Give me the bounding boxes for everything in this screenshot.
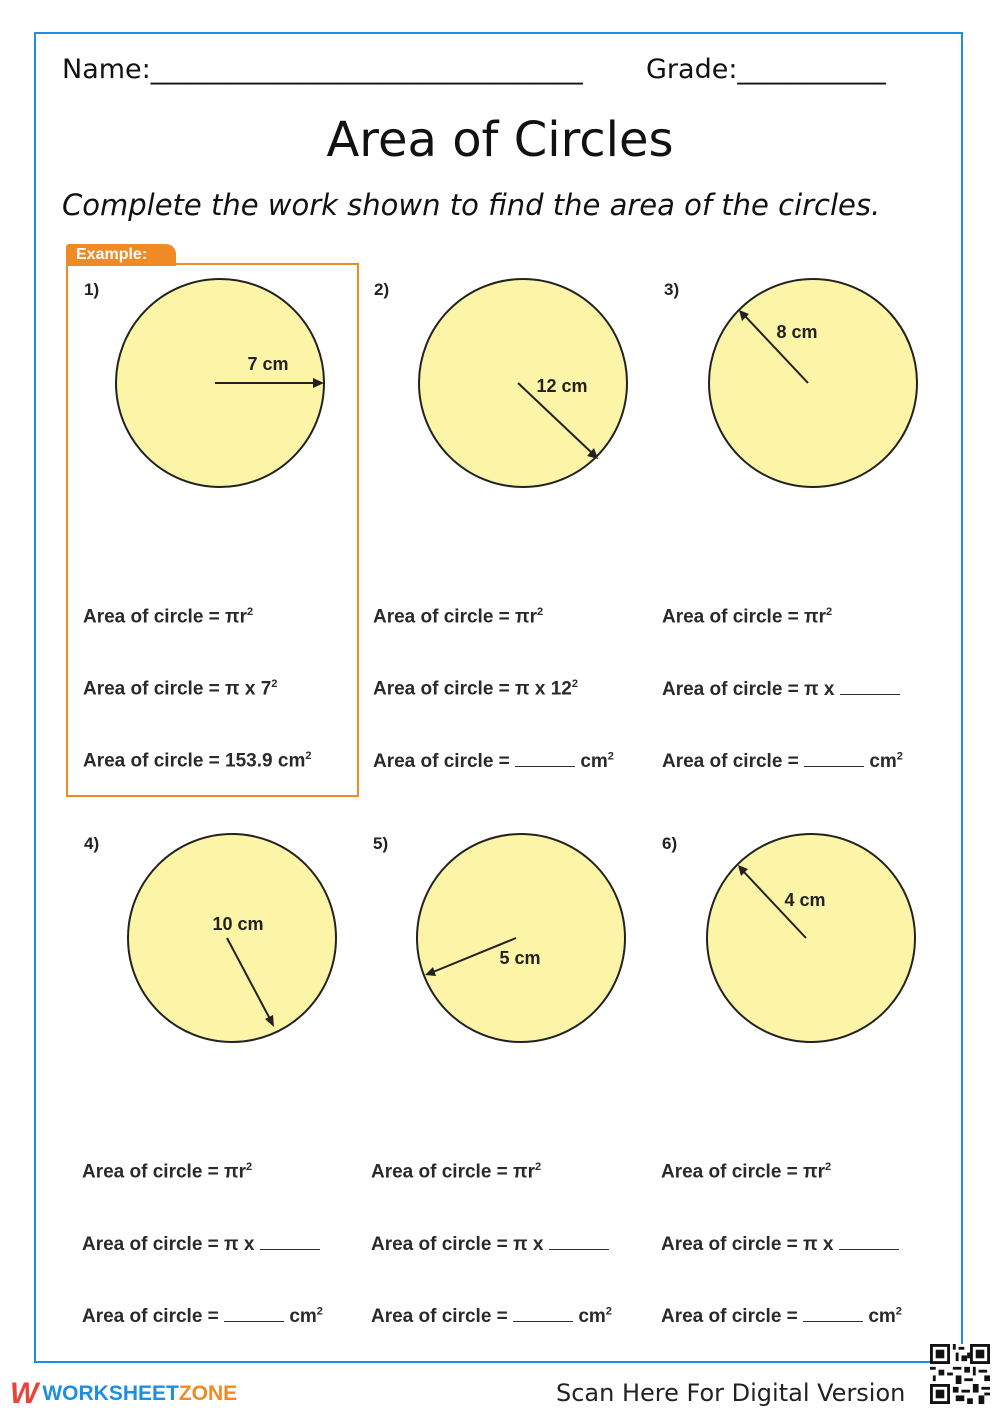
- substitution-line[interactable]: Area of circle = π x: [661, 1233, 899, 1256]
- radius-label: 10 cm: [212, 914, 264, 934]
- radius-blank[interactable]: [549, 1233, 609, 1250]
- name-blank: ________________________________: [150, 54, 583, 85]
- circle-diagram: [120, 834, 340, 1046]
- name-field[interactable]: [62, 54, 583, 85]
- grade-label: Grade:: [646, 54, 738, 85]
- circle-diagram: [411, 834, 631, 1046]
- answer-line[interactable]: Area of circle = $cm^2$: [662, 750, 903, 772]
- problem-number: 1): [84, 280, 100, 299]
- circle-diagram: [110, 278, 330, 490]
- example-tag: Example:: [66, 244, 176, 266]
- radius-blank[interactable]: [840, 678, 900, 695]
- circle-diagram: [700, 834, 920, 1046]
- substitution-line[interactable]: Area of circle = π x: [662, 678, 900, 701]
- radius-label: 12 cm: [536, 376, 588, 396]
- substitution-line: Area of circle = π x $7^2$: [83, 678, 278, 700]
- answer-line[interactable]: Area of circle = $cm^2$: [371, 1305, 612, 1327]
- name-label: Name:: [62, 54, 151, 85]
- answer-line: Area of circle = 153.9 $cm^2$: [83, 750, 312, 772]
- radius-blank[interactable]: [839, 1233, 899, 1250]
- radius-label: 8 cm: [776, 322, 818, 342]
- problem-number: 6): [662, 834, 678, 853]
- formula-line: Area of circle = $\pi r^2$: [662, 606, 833, 628]
- radius-label: 4 cm: [784, 890, 826, 910]
- answer-blank[interactable]: [803, 1305, 863, 1322]
- formula-line: Area of circle = $\pi r^2$: [83, 606, 254, 628]
- radius-label: 7 cm: [247, 354, 289, 374]
- scan-caption: Scan Here For Digital Version: [556, 1379, 906, 1407]
- problem-number: 4): [84, 834, 100, 853]
- page-title: Area of Circles: [326, 112, 674, 168]
- circle-diagram: [702, 278, 922, 490]
- answer-blank[interactable]: [515, 750, 575, 767]
- circle-diagram: [412, 278, 632, 490]
- formula-line: Area of circle = $\pi r^2$: [661, 1161, 832, 1183]
- brand-name-part2: ZONE: [178, 1382, 238, 1405]
- problem-number: 3): [664, 280, 680, 299]
- problem-number: 5): [373, 834, 389, 853]
- problem-number: 2): [374, 280, 390, 299]
- qr-code-icon[interactable]: [930, 1344, 990, 1404]
- radius-blank[interactable]: [260, 1233, 320, 1250]
- formula-line: Area of circle = $\pi r^2$: [82, 1161, 253, 1183]
- substitution-line[interactable]: Area of circle = π x: [371, 1233, 609, 1256]
- answer-line[interactable]: Area of circle = $cm^2$: [661, 1305, 902, 1327]
- logo-w-icon: W: [10, 1377, 39, 1410]
- answer-line[interactable]: Area of circle = $cm^2$: [373, 750, 614, 772]
- brand-logo[interactable]: [10, 1376, 237, 1412]
- formula-line: Area of circle = $\pi r^2$: [371, 1161, 542, 1183]
- instructions: Complete the work shown to find the area of the circles.: [62, 188, 881, 222]
- answer-blank[interactable]: [224, 1305, 284, 1322]
- substitution-line[interactable]: Area of circle = π x: [82, 1233, 320, 1256]
- answer-blank[interactable]: [804, 750, 864, 767]
- grade-blank: ___________: [737, 54, 886, 85]
- answer-line[interactable]: Area of circle = $cm^2$: [82, 1305, 323, 1327]
- grade-field[interactable]: [646, 54, 886, 85]
- formula-line: Area of circle = $\pi r^2$: [373, 606, 544, 628]
- substitution-line: Area of circle = π x $12^2$: [373, 678, 578, 700]
- radius-label: 5 cm: [499, 948, 541, 968]
- answer-blank[interactable]: [513, 1305, 573, 1322]
- brand-name-part1: WORKSHEET: [42, 1382, 179, 1405]
